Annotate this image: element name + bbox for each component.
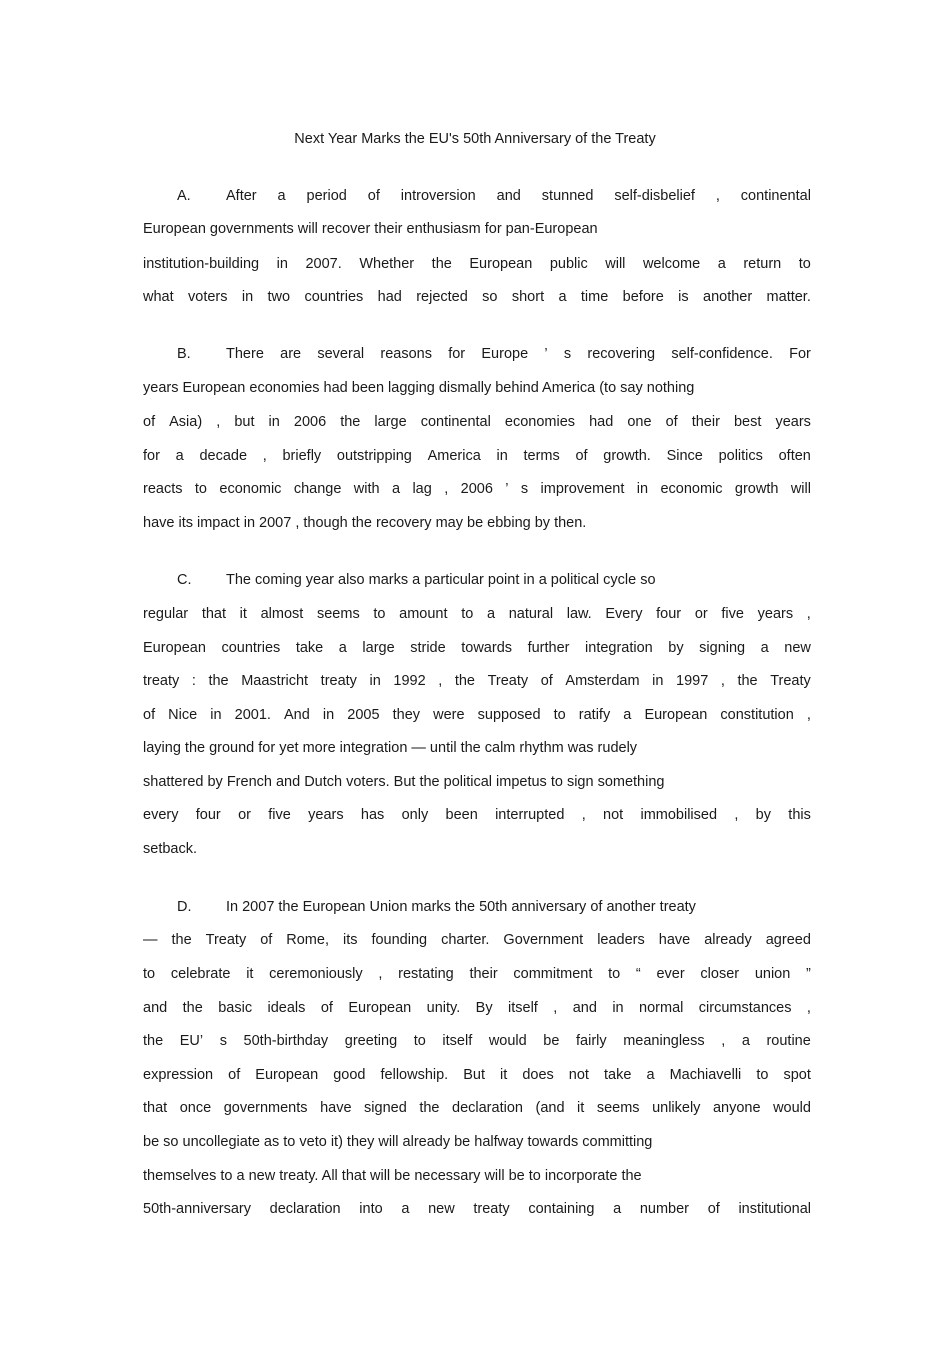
paragraph-a-line: European governments will recover their enthusiasm for pan-European bbox=[143, 221, 598, 237]
paragraph-d-line: that once governments have signed the declaration (and it seems unlikely anyone would bbox=[143, 1100, 811, 1116]
paragraph-d-line: to celebrate it ceremoniously , restating their commitment to “ ever closer union ” bbox=[143, 966, 811, 982]
paragraph-d-line: — the Treaty of Rome, its founding charter. Government leaders have already agreed bbox=[143, 932, 811, 948]
paragraph-c-line: every four or five years has only been interrupted , not immobilised , by this bbox=[143, 807, 811, 823]
paragraph-first-line-text: There are several reasons for Europe ’ s recovering self-confidence. For bbox=[226, 346, 811, 362]
paragraph-c-line: shattered by French and Dutch voters. But the political impetus to sign something bbox=[143, 774, 665, 790]
paragraph-first-line-text: After a period of introversion and stunned self-disbelief , continental bbox=[226, 188, 811, 204]
paragraph-letter: B. bbox=[177, 346, 191, 362]
paragraph-d-line: and the basic ideals of European unity. By itself , and in normal circumstances , bbox=[143, 1000, 811, 1016]
paragraph-b-line: for a decade , briefly outstripping America in terms of growth. Since politics often bbox=[143, 448, 811, 464]
paragraph-b-line: have its impact in 2007 , though the recovery may be ebbing by then. bbox=[143, 515, 587, 531]
paragraph-c-line: of Nice in 2001. And in 2005 they were supposed to ratify a European constitution , bbox=[143, 707, 811, 723]
paragraph-d-line: themselves to a new treaty. All that will be necessary will be to incorporate the bbox=[143, 1168, 642, 1184]
paragraph-d-line: be so uncollegiate as to veto it) they will already be halfway towards committing bbox=[143, 1134, 653, 1150]
paragraph-b-line: of Asia) , but in 2006 the large continental economies had one of their best years bbox=[143, 414, 811, 430]
paragraph-a-line: what voters in two countries had rejected so short a time before is another matter. bbox=[143, 289, 811, 305]
paragraph-letter: D. bbox=[177, 899, 192, 915]
paragraph-d-line: the EU’ s 50th-birthday greeting to itself would be fairly meaningless , a routine bbox=[143, 1033, 811, 1049]
paragraph-c-line: laying the ground for yet more integration — until the calm rhythm was rudely bbox=[143, 740, 638, 756]
paragraph-a-line: institution-building in 2007. Whether the European public will welcome a return to bbox=[143, 256, 811, 272]
paragraph-a-line bbox=[177, 186, 811, 206]
paragraph-d-line: 50th-anniversary declaration into a new treaty containing a number of institutional bbox=[143, 1201, 811, 1217]
document-title: Next Year Marks the EU's 50th Anniversary of the Treaty bbox=[294, 131, 656, 147]
paragraph-d-line: expression of European good fellowship. But it does not take a Machiavelli to spot bbox=[143, 1067, 811, 1083]
paragraph-d-line bbox=[177, 897, 696, 917]
paragraph-c-line bbox=[177, 570, 656, 590]
paragraph-letter: A. bbox=[177, 188, 191, 204]
paragraph-letter: C. bbox=[177, 572, 192, 588]
paragraph-b-line: years European economies had been lagging dismally behind America (to say nothing bbox=[143, 380, 695, 396]
paragraph-first-line-text: The coming year also marks a particular point in a political cycle so bbox=[226, 572, 656, 588]
paragraph-b-line: reacts to economic change with a lag , 2006 ’ s improvement in economic growth will bbox=[143, 481, 811, 497]
paragraph-c-line: regular that it almost seems to amount to a natural law. Every four or five years , bbox=[143, 606, 811, 622]
paragraph-first-line-text: In 2007 the European Union marks the 50th anniversary of another treaty bbox=[226, 899, 696, 915]
paragraph-c-line: treaty : the Maastricht treaty in 1992 , the Treaty of Amsterdam in 1997 , the Treaty bbox=[143, 673, 811, 689]
paragraph-c-line: European countries take a large stride towards further integration by signing a new bbox=[143, 640, 811, 656]
paragraph-c-line: setback. bbox=[143, 841, 197, 857]
paragraph-b-line bbox=[177, 344, 811, 364]
